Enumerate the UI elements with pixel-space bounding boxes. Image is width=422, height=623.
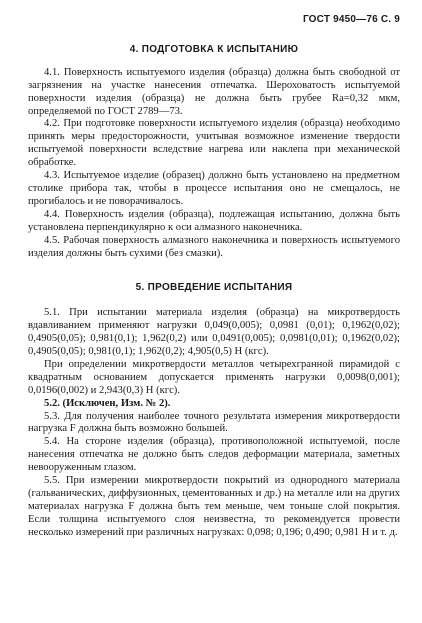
paragraph-4-2: 4.2. При подготовке поверхности испытуемого изделия (образца) необходимо принять меры предосторожности, учитывая возможное изменение твердости испытуемой поверхности вследствие нагрева или наклепа при механической обработке. [28,118,400,169]
paragraph-4-5: 4.5. Рабочая поверхность алмазного наконечника и поверхность испытуемого изделия должны быть сухими (без смазки). [28,234,400,259]
section-preparation [28,44,400,261]
paragraph-5-1: 5.1. При испытании материала изделия (образца) на микротвердость вдавливанием применяют нагрузки 0,049(0,005); 0,0981 (0,01); 0,1962(0,02); 0,4905(0,05); 0,981(0,1); 1,962(0,2) или 0,0491(0,005); 0,0981(0,01); 0,1962(0,02); 0,4905(0,05); 0,981(0,1); 1,962(0,2); 4,905(0,5) Н (кгс). [28,307,400,358]
paragraph-4-4: 4.4. Поверхность изделия (образца), подлежащая испытанию, должна быть установлена перпендикулярно к оси алмазного наконечника. [28,208,400,233]
paragraph-5-5: 5.5. При измерении микротвердости покрытий из однородного материала (гальванических, диффузионных, цементованных и др.) на металле или на других материалах нагрузка F должна быть тем меньше, чем тоньше слой покрытия. Если толщина испытуемого слоя неизвестна, то рекомендуется провести несколько измерений при различных нагрузках: 0,098; 0,196; 0,490; 0,981 Н и т. д. [28,475,400,538]
paragraph-4-3: 4.3. Испытуемое изделие (образец) должно быть установлено на предметном столике прибора так, чтобы в процессе испытания оно не смещалось, не прогибалось и не поворачивалось. [28,170,400,207]
paragraph-4-1: 4.1. Поверхность испытуемого изделия (образца) должна быть свободной от загрязнения на участке нанесения отпечатка. Шероховатость испытуемой поверхности изделия (образца) не должна быть грубее Ra=0,32 мкм, определяемой по ГОСТ 2789—73. [28,66,400,117]
paragraph-5-2: 5.2. (Исключен, Изм. № 2). [44,397,171,409]
running-head: ГОСТ 9450—76 С. 9 [302,14,400,25]
paragraph-5-1-note: При определении микротвердости металлов четырехгранной пирамидой с квадратным основанием допускается применять нагрузки 0,0098(0,001); 0,0196(0,002) и 2,943(0,3) Н (кгс). [28,358,400,396]
paragraph-5-3: 5.3. Для получения наиболее точного результата измерения микротвердости нагрузка F должна быть возможно большей. [28,410,400,435]
paragraph-5-4: 5.4. На стороне изделия (образца), противоположной испытуемой, после нанесения отпечатка не должно быть следов деформации материала, заметных невооруженным глазом. [28,436,400,474]
section-testing [28,282,400,539]
section-title-testing: 5. ПРОВЕДЕНИЕ ИСПЫТАНИЯ [135,282,293,294]
section-title-preparation: 4. ПОДГОТОВКА К ИСПЫТАНИЮ [129,43,299,55]
